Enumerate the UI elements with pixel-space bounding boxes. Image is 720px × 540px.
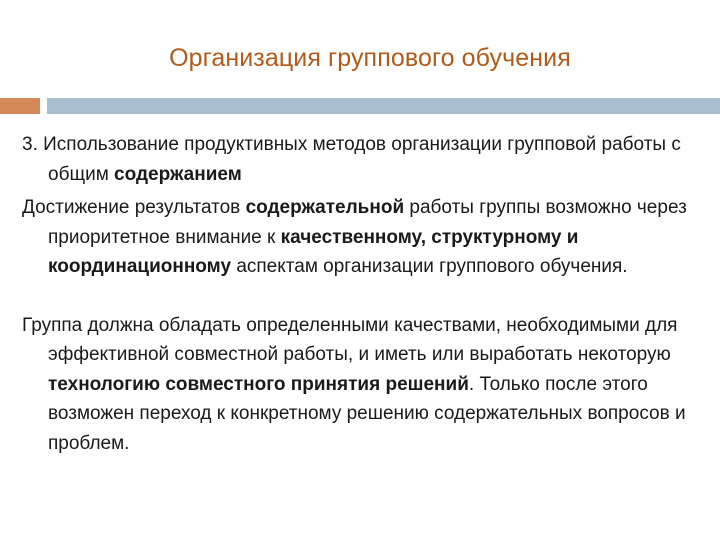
divider-accent-block (0, 98, 40, 114)
paragraph-text: 3. Использование продуктивных методов организации групповой работы с общим (22, 134, 681, 185)
paragraph-text: . Только после этого возможен переход к конкретному решению содержательных вопросов и проблем. (48, 373, 686, 454)
paragraph-emphasis: технологию совместного принятия решений (48, 373, 469, 395)
slide-body (22, 130, 702, 458)
title-divider (0, 96, 720, 118)
paragraph-emphasis: качественному, структурному и координационному (48, 226, 579, 277)
paragraph-group-qualities (22, 311, 702, 459)
paragraph-results (22, 193, 702, 282)
paragraph-text: аспектам организации группового обучения. (231, 256, 628, 277)
paragraph-text: Группа должна обладать определенными качествами, необходимыми для эффективной совместной работы, и иметь или выработать некоторую (22, 314, 678, 365)
paragraph-methods (22, 130, 702, 189)
paragraph-emphasis: содержанием (114, 163, 242, 185)
paragraph-emphasis: содержательной (245, 197, 405, 218)
slide-title: Организация группового обучения (169, 44, 571, 72)
divider-main-bar (47, 98, 720, 114)
paragraph-text: Достижение результатов (22, 197, 246, 218)
paragraph-text: работы группы возможно через приоритетное внимание к (48, 197, 687, 248)
